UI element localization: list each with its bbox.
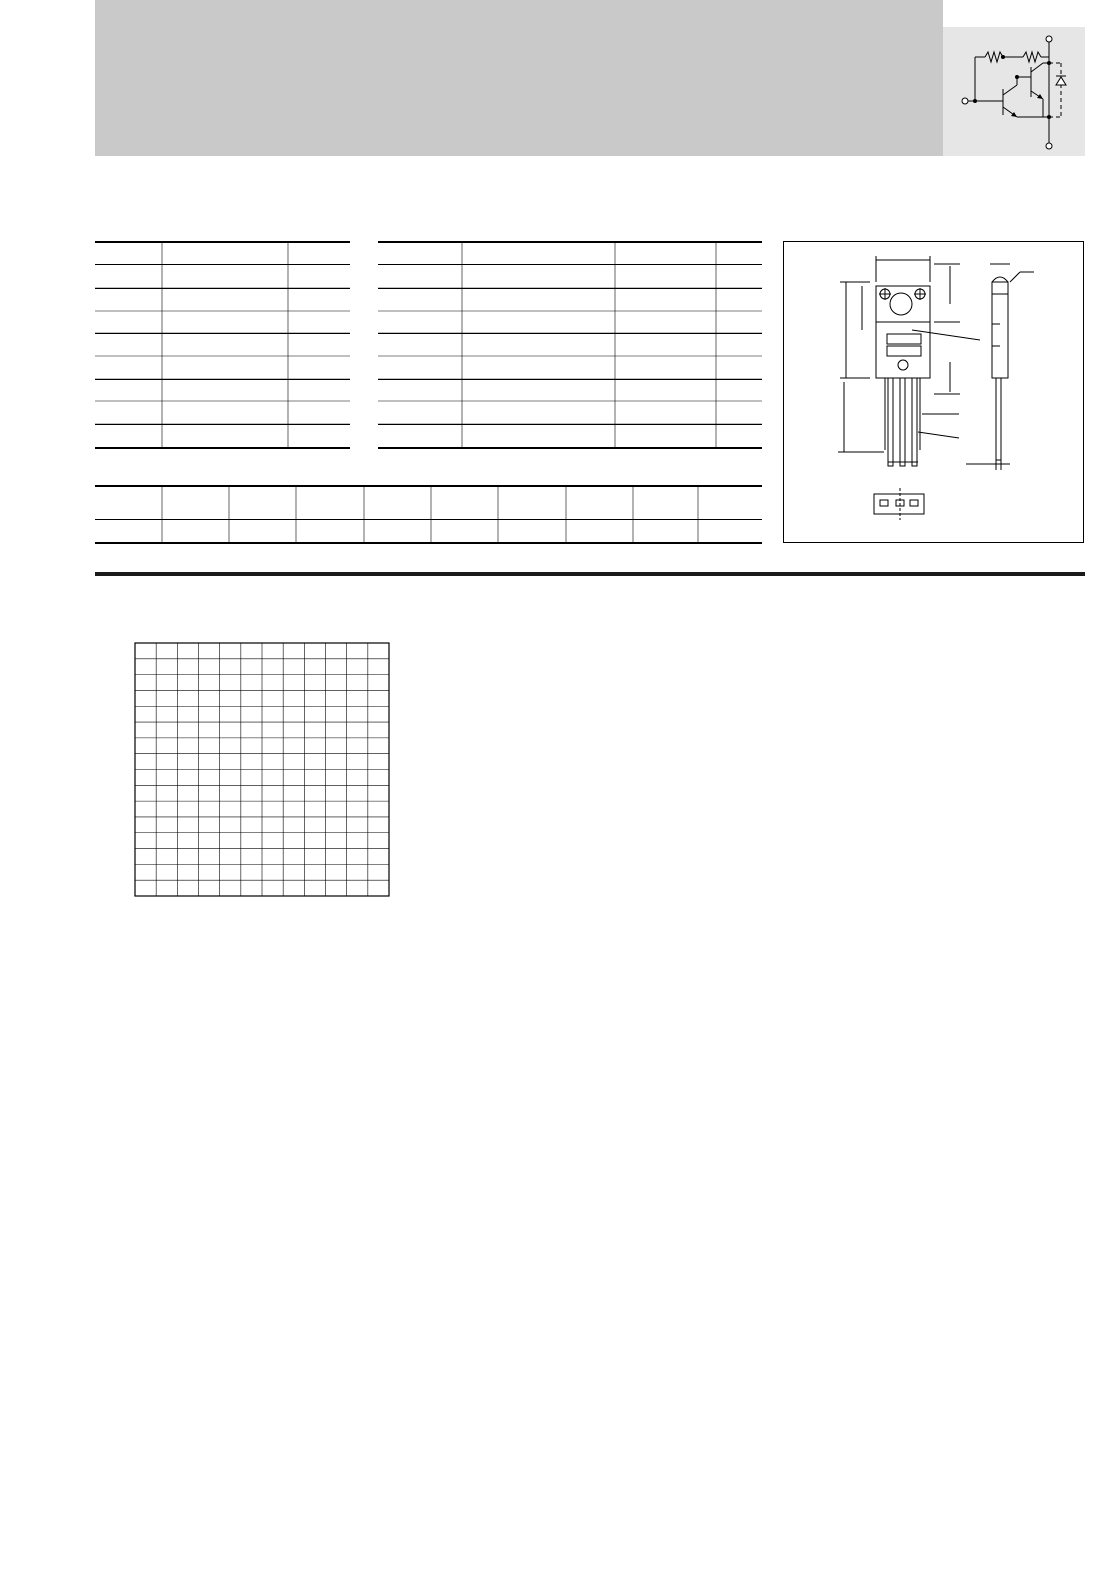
table-row-rule	[95, 288, 350, 289]
table-row-rule	[378, 379, 762, 380]
chart-8	[466, 1313, 720, 1568]
table-row-rule	[378, 424, 762, 425]
table-row-rule	[378, 333, 762, 334]
to220-package-icon	[784, 242, 1085, 544]
table-row-rule	[95, 379, 350, 380]
table-row-rule	[95, 424, 350, 425]
table-row-rule	[378, 288, 762, 289]
chart-4	[121, 1022, 403, 1191]
package-outline-box	[783, 241, 1084, 543]
chart-7	[135, 1313, 389, 1568]
chart-9	[797, 1313, 1051, 1568]
chart-5	[454, 1022, 736, 1191]
section-rule	[95, 572, 1085, 576]
chart-1	[135, 643, 389, 896]
chart-6	[786, 1022, 1066, 1189]
chart-2	[466, 643, 720, 896]
table-row-rule	[95, 333, 350, 334]
chart-3	[797, 643, 1051, 896]
